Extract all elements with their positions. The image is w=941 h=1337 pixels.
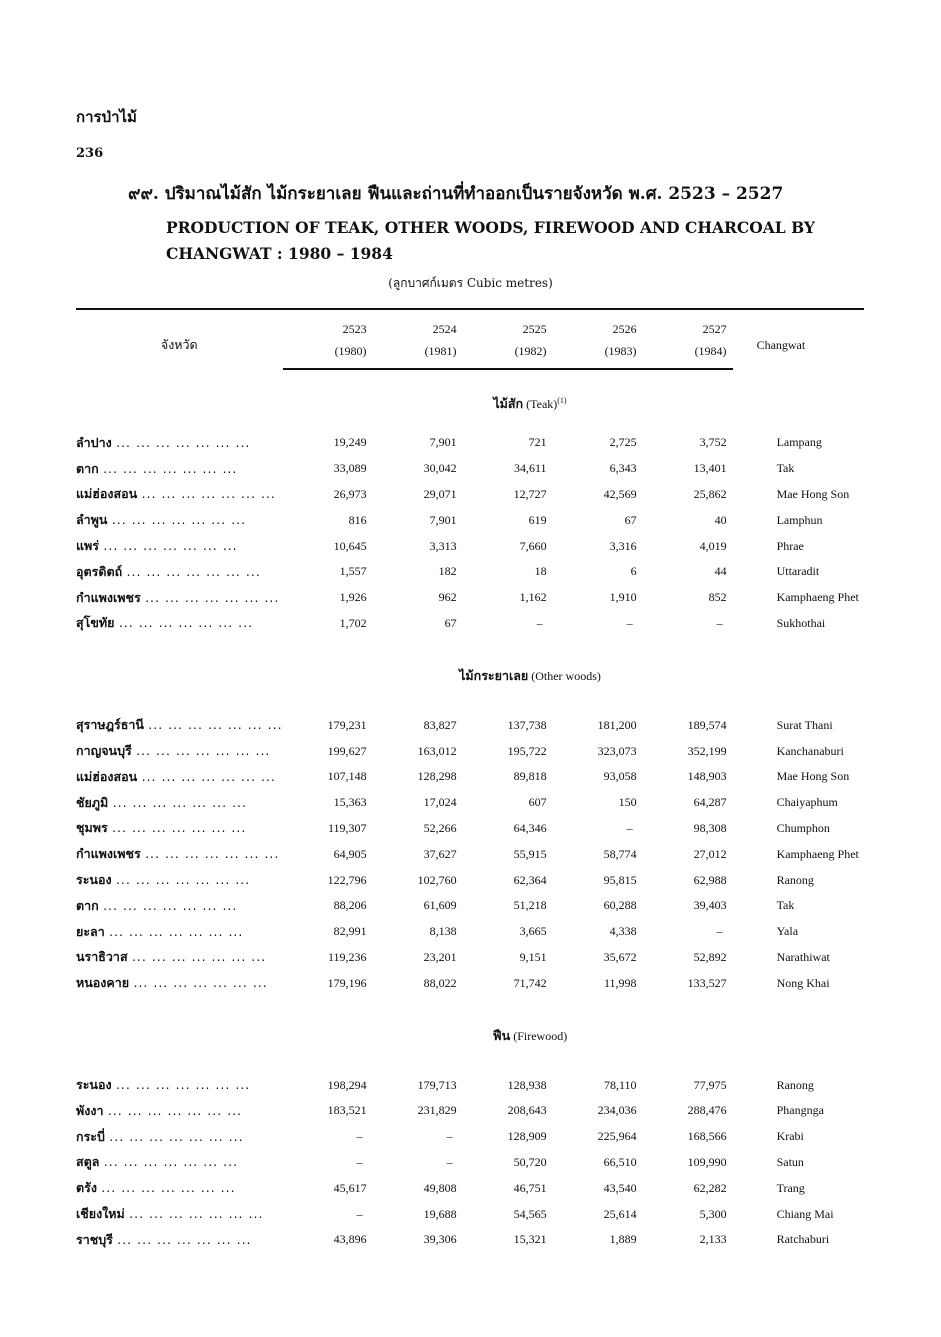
value-cell: 119,307 <box>328 820 367 835</box>
province-name: กระบี่ <box>76 1128 105 1144</box>
table-row <box>76 1227 864 1253</box>
dot-leader: ... ... ... ... ... ... ... <box>115 872 251 888</box>
province-thai <box>76 738 283 764</box>
changwat-name: Chaiyaphum <box>776 795 838 810</box>
changwat-name: Kamphaeng Phet <box>776 846 859 861</box>
province-thai <box>76 970 283 996</box>
dot-leader: ... ... ... ... ... ... ... <box>141 768 276 784</box>
value-cell: 64,905 <box>333 846 367 861</box>
province-name: กำแพงเพชร <box>76 846 141 862</box>
province-name: หนองคาย <box>76 975 130 991</box>
value-cell: 6,343 <box>609 461 637 476</box>
province-thai <box>76 945 283 971</box>
province-thai <box>76 867 283 893</box>
dot-leader: ... ... ... ... ... ... ... <box>115 1077 251 1093</box>
province-name: สุโขทัย <box>76 615 115 631</box>
dot-leader: ... ... ... ... ... ... ... <box>117 1231 252 1247</box>
section-heading <box>76 636 864 712</box>
value-cell: 7,901 <box>429 512 457 527</box>
province-thai <box>76 559 283 585</box>
dot-leader: ... ... ... ... ... ... ... <box>129 1206 264 1222</box>
value-cell: 93,058 <box>603 769 637 784</box>
value-cell: 15,321 <box>513 1232 547 1247</box>
table-row <box>76 919 864 945</box>
value-cell: 816 <box>348 512 367 527</box>
value-cell: 1,162 <box>519 590 547 605</box>
value-cell: 62,364 <box>513 872 547 887</box>
value-cell: 54,565 <box>513 1206 547 1221</box>
changwat-name: Phrae <box>776 538 804 553</box>
dot-leader: ... ... ... ... ... ... ... <box>103 1154 239 1170</box>
province-name: ชัยภูมิ <box>76 794 109 810</box>
province-name: กำแพงเพชร <box>76 589 141 605</box>
value-cell: 1,557 <box>339 564 367 579</box>
province-name: แม่ฮ่องสอน <box>76 768 138 784</box>
value-cell: 17,024 <box>423 795 457 810</box>
province-thai <box>76 1072 283 1098</box>
value-cell: 51,218 <box>513 898 547 913</box>
province-thai <box>76 1098 283 1124</box>
table-row <box>76 1175 864 1201</box>
title-english: PRODUCTION OF TEAK, OTHER WOODS, FIREWOOD AND CHARCOAL BY CHANGWAT : 1980 – 1984 <box>166 218 815 263</box>
dot-leader: ... ... ... ... ... ... ... <box>107 1102 243 1118</box>
value-cell: 23,201 <box>423 949 457 964</box>
header-year-ce: (1980) <box>283 338 373 369</box>
province-thai <box>76 507 283 533</box>
value-cell: 71,742 <box>513 975 547 990</box>
province-thai <box>76 533 283 559</box>
value-cell: – <box>626 820 633 835</box>
province-thai <box>76 1175 283 1201</box>
province-name: ตาก <box>76 897 99 913</box>
section-title-english: (Firewood) <box>513 1029 568 1044</box>
table-row <box>76 790 864 816</box>
table-row <box>76 611 864 637</box>
value-cell: 2,133 <box>699 1232 727 1247</box>
value-cell: 50,720 <box>513 1154 547 1169</box>
province-thai <box>76 841 283 867</box>
changwat-name: Ratchaburi <box>776 1232 830 1247</box>
value-cell: 4,019 <box>699 538 727 553</box>
header-year-ce: (1983) <box>553 338 643 369</box>
value-cell: 27,012 <box>693 846 727 861</box>
value-cell: 88,206 <box>333 898 367 913</box>
value-cell: 64,287 <box>693 795 727 810</box>
dot-leader: ... ... ... ... ... ... ... <box>145 589 280 605</box>
table-row <box>76 1072 864 1098</box>
province-thai <box>76 816 283 842</box>
province-name: นราธิวาส <box>76 949 128 965</box>
province-thai <box>76 430 283 456</box>
value-cell: 102,760 <box>417 872 457 887</box>
value-cell: 35,672 <box>603 949 637 964</box>
dot-leader: ... ... ... ... ... ... ... <box>116 434 251 450</box>
value-cell: 6 <box>630 564 637 579</box>
value-cell: 323,073 <box>597 743 637 758</box>
table-row <box>76 945 864 971</box>
value-cell: – <box>446 1154 453 1169</box>
value-cell: 40 <box>714 512 727 527</box>
value-cell: 225,964 <box>597 1129 637 1144</box>
value-cell: 163,012 <box>417 743 457 758</box>
dot-leader: ... ... ... ... ... ... ... <box>148 717 283 733</box>
value-cell: 44 <box>714 564 727 579</box>
province-thai <box>76 1150 283 1176</box>
province-thai <box>76 1124 283 1150</box>
value-cell: 64,346 <box>513 820 547 835</box>
province-thai <box>76 611 283 637</box>
value-cell: 107,148 <box>327 769 367 784</box>
dot-leader: ... ... ... ... ... ... ... <box>112 820 247 836</box>
table-row <box>76 764 864 790</box>
changwat-name: Lampang <box>776 435 822 450</box>
value-cell: 168,566 <box>687 1129 727 1144</box>
value-cell: 1,702 <box>339 615 367 630</box>
value-cell: 19,249 <box>333 435 367 450</box>
table-row <box>76 507 864 533</box>
province-name: แม่ฮ่องสอน <box>76 486 138 502</box>
province-name: ราชบุรี <box>76 1231 113 1247</box>
changwat-name: Satun <box>776 1154 804 1169</box>
table-row <box>76 1098 864 1124</box>
value-cell: 77,975 <box>693 1077 727 1092</box>
section-heading <box>76 369 864 430</box>
value-cell: 1,889 <box>609 1232 637 1247</box>
province-thai <box>76 893 283 919</box>
header-row-years <box>76 309 864 338</box>
province-name: ตาก <box>76 460 99 476</box>
changwat-name: Tak <box>776 898 795 913</box>
value-cell: 55,915 <box>513 846 547 861</box>
unit-label: (ลูกบาศก์เมตร Cubic metres) <box>388 276 553 290</box>
value-cell: 30,042 <box>423 461 457 476</box>
changwat-name: Kanchanaburi <box>776 743 844 758</box>
province-name: ลำพูน <box>76 512 108 528</box>
province-name: สตูล <box>76 1154 100 1170</box>
value-cell: – <box>716 615 723 630</box>
value-cell: 52,892 <box>693 949 727 964</box>
table-row <box>76 816 864 842</box>
table-row <box>76 585 864 611</box>
value-cell: 128,909 <box>507 1129 547 1144</box>
value-cell: 10,645 <box>333 538 367 553</box>
value-cell: 7,660 <box>519 538 547 553</box>
changwat-name: Kamphaeng Phet <box>776 590 859 605</box>
province-thai <box>76 585 283 611</box>
value-cell: 88,022 <box>423 975 457 990</box>
table-row <box>76 430 864 456</box>
table-row <box>76 738 864 764</box>
changwat-name: Surat Thani <box>776 717 833 732</box>
value-cell: 12,727 <box>513 486 547 501</box>
value-cell: 7,901 <box>429 435 457 450</box>
dot-leader: ... ... ... ... ... ... ... <box>103 460 238 476</box>
dot-leader: ... ... ... ... ... ... ... <box>145 846 280 862</box>
province-name: พังงา <box>76 1102 104 1118</box>
value-cell: 9,151 <box>519 949 547 964</box>
value-cell: 3,752 <box>699 435 727 450</box>
changwat-name: Trang <box>776 1180 805 1195</box>
value-cell: 198,294 <box>327 1077 367 1092</box>
header-year-be: 2524 <box>373 309 463 338</box>
value-cell: 61,609 <box>423 898 457 913</box>
province-name: กาญจนบุรี <box>76 743 132 759</box>
changwat-name: Narathiwat <box>776 949 830 964</box>
table-row <box>76 533 864 559</box>
dot-leader: ... ... ... ... ... ... ... <box>103 897 238 913</box>
changwat-name: Lamphun <box>776 512 823 527</box>
changwat-name: Yala <box>776 924 799 939</box>
value-cell: 231,829 <box>417 1103 457 1118</box>
table-row <box>76 712 864 738</box>
header-year-be: 2526 <box>553 309 643 338</box>
value-cell: 98,308 <box>693 820 727 835</box>
value-cell: 52,266 <box>423 820 457 835</box>
value-cell: 179,231 <box>327 717 367 732</box>
value-cell: 4,338 <box>609 924 637 939</box>
dot-leader: ... ... ... ... ... ... ... <box>126 563 261 579</box>
dot-leader: ... ... ... ... ... ... ... <box>109 923 244 939</box>
value-cell: 67 <box>444 615 457 630</box>
section-label: การป่าไม้ <box>76 108 137 126</box>
value-cell: 67 <box>624 512 637 527</box>
value-cell: 8,138 <box>429 924 457 939</box>
changwat-name: Ranong <box>776 1077 814 1092</box>
dot-leader: ... ... ... ... ... ... ... <box>136 743 271 759</box>
value-cell: 962 <box>438 590 457 605</box>
table-row <box>76 559 864 585</box>
dot-leader: ... ... ... ... ... ... ... <box>141 486 276 502</box>
section-title-thai: ไม้กระยาเลย <box>459 668 529 684</box>
value-cell: 58,774 <box>603 846 637 861</box>
table-row <box>76 482 864 508</box>
value-cell: 5,300 <box>699 1206 727 1221</box>
table-row <box>76 867 864 893</box>
dot-leader: ... ... ... ... ... ... ... <box>112 794 247 810</box>
section-heading-row <box>76 369 864 430</box>
value-cell: 95,815 <box>603 872 637 887</box>
value-cell: 181,200 <box>597 717 637 732</box>
value-cell: 119,236 <box>328 949 367 964</box>
header-year-be: 2523 <box>283 309 373 338</box>
value-cell: 1,910 <box>609 590 637 605</box>
value-cell: 66,510 <box>603 1154 637 1169</box>
value-cell: 288,476 <box>687 1103 727 1118</box>
value-cell: 82,991 <box>333 924 367 939</box>
province-name: ตรัง <box>76 1180 97 1196</box>
dot-leader: ... ... ... ... ... ... ... <box>133 975 268 991</box>
value-cell: 133,527 <box>687 975 727 990</box>
value-cell: – <box>356 1206 363 1221</box>
value-cell: – <box>626 615 633 630</box>
title-block <box>128 180 848 267</box>
value-cell: 607 <box>528 795 547 810</box>
value-cell: 128,938 <box>507 1077 547 1092</box>
value-cell: 46,751 <box>513 1180 547 1195</box>
value-cell: 18 <box>534 564 547 579</box>
section-heading-row <box>76 636 864 712</box>
changwat-name: Tak <box>776 461 795 476</box>
province-thai <box>76 919 283 945</box>
province-name: ยะลา <box>76 923 105 939</box>
value-cell: 721 <box>528 435 547 450</box>
dot-leader: ... ... ... ... ... ... ... <box>109 1128 244 1144</box>
value-cell: 26,973 <box>333 486 367 501</box>
value-cell: 39,306 <box>423 1232 457 1247</box>
table-row <box>76 1201 864 1227</box>
province-name: ชุมพร <box>76 820 108 836</box>
changwat-name: Mae Hong Son <box>776 769 850 784</box>
value-cell: 122,796 <box>327 872 367 887</box>
table-row <box>76 1124 864 1150</box>
value-cell: 179,713 <box>417 1077 457 1092</box>
value-cell: 45,617 <box>333 1180 367 1195</box>
table-row <box>76 970 864 996</box>
value-cell: – <box>716 924 723 939</box>
value-cell: 234,036 <box>597 1103 637 1118</box>
province-name: ระนอง <box>76 1077 112 1093</box>
header-province: จังหวัด <box>76 309 283 369</box>
value-cell: 34,611 <box>514 461 547 476</box>
value-cell: 42,569 <box>603 486 637 501</box>
value-cell: 25,614 <box>603 1206 637 1221</box>
value-cell: 179,196 <box>327 975 367 990</box>
value-cell: 208,643 <box>507 1103 547 1118</box>
value-cell: 83,827 <box>423 717 457 732</box>
dot-leader: ... ... ... ... ... ... ... <box>111 512 247 528</box>
province-name: แพร่ <box>76 538 100 554</box>
table-row <box>76 893 864 919</box>
value-cell: 137,738 <box>507 717 547 732</box>
section-title-thai: ฟืน <box>492 1028 511 1044</box>
header-year-ce: (1981) <box>373 338 463 369</box>
province-name: เชียงใหม่ <box>76 1206 125 1222</box>
section-title-thai: ไม้สัก <box>493 396 524 411</box>
value-cell: – <box>446 1129 453 1144</box>
changwat-name: Sukhothai <box>776 615 826 630</box>
province-name: ลำปาง <box>76 434 112 450</box>
changwat-name: Mae Hong Son <box>776 486 850 501</box>
value-cell: 852 <box>708 590 727 605</box>
value-cell: 109,990 <box>687 1154 727 1169</box>
value-cell: 33,089 <box>333 461 367 476</box>
value-cell: 15,363 <box>333 795 367 810</box>
value-cell: 128,298 <box>417 769 457 784</box>
changwat-name: Chumphon <box>776 820 830 835</box>
value-cell: 39,403 <box>693 898 727 913</box>
province-name: สุราษฎร์ธานี <box>76 717 144 733</box>
value-cell: 19,688 <box>423 1206 457 1221</box>
dot-leader: ... ... ... ... ... ... ... <box>103 538 238 554</box>
value-cell: – <box>356 1154 363 1169</box>
value-cell: 2,725 <box>609 435 637 450</box>
header-year-be: 2527 <box>643 309 733 338</box>
changwat-name: Uttaradit <box>776 564 820 579</box>
value-cell: 183,521 <box>327 1103 367 1118</box>
changwat-name: Phangnga <box>776 1103 824 1118</box>
province-thai <box>76 790 283 816</box>
value-cell: 1,926 <box>339 590 367 605</box>
value-cell: 62,988 <box>693 872 727 887</box>
header-changwat: Changwat <box>733 309 864 369</box>
section-title-english: (Other woods) <box>531 669 601 684</box>
value-cell: 182 <box>438 564 457 579</box>
province-thai <box>76 482 283 508</box>
value-cell: 29,071 <box>423 486 457 501</box>
value-cell: 150 <box>618 795 637 810</box>
province-name: ระนอง <box>76 872 112 888</box>
section-heading-row <box>76 996 864 1072</box>
value-cell: 3,665 <box>519 924 547 939</box>
value-cell: 49,808 <box>423 1180 457 1195</box>
section-title-english: (Teak) <box>526 397 558 411</box>
header-year-be: 2525 <box>463 309 553 338</box>
changwat-name: Nong Khai <box>776 975 830 990</box>
province-thai <box>76 1227 283 1253</box>
province-thai <box>76 712 283 738</box>
table-body <box>76 369 864 1253</box>
value-cell: 3,313 <box>429 538 457 553</box>
province-thai <box>76 456 283 482</box>
changwat-name: Ranong <box>776 872 814 887</box>
value-cell: 619 <box>528 512 547 527</box>
value-cell: 195,722 <box>507 743 547 758</box>
table-row <box>76 841 864 867</box>
value-cell: 3,316 <box>609 538 637 553</box>
value-cell: 189,574 <box>687 717 727 732</box>
dot-leader: ... ... ... ... ... ... ... <box>131 949 267 965</box>
value-cell: 43,540 <box>603 1180 637 1195</box>
value-cell: 352,199 <box>687 743 727 758</box>
title-thai: ๙๙. ปริมาณไม้สัก ไม้กระยาเลย ฟืนและถ่านที่ทำออกเป็นรายจังหวัด พ.ศ. 2523 – 2527 <box>128 184 784 204</box>
province-thai <box>76 764 283 790</box>
dot-leader: ... ... ... ... ... ... ... <box>101 1180 236 1196</box>
province-thai <box>76 1201 283 1227</box>
footnote-marker: (1) <box>557 396 567 405</box>
page-number: 236 <box>76 146 104 161</box>
table-row <box>76 1150 864 1176</box>
value-cell: 62,282 <box>693 1180 727 1195</box>
value-cell: 37,627 <box>423 846 457 861</box>
section-heading <box>76 996 864 1072</box>
value-cell: 148,903 <box>687 769 727 784</box>
value-cell: 89,818 <box>513 769 547 784</box>
value-cell: – <box>536 615 543 630</box>
header-year-ce: (1984) <box>643 338 733 369</box>
production-table <box>76 308 864 1253</box>
value-cell: 25,862 <box>693 486 727 501</box>
value-cell: 60,288 <box>603 898 637 913</box>
value-cell: 78,110 <box>604 1077 637 1092</box>
dot-leader: ... ... ... ... ... ... ... <box>118 615 254 631</box>
province-name: อุตรดิตถ์ <box>76 563 123 579</box>
value-cell: 13,401 <box>693 461 727 476</box>
header-year-ce: (1982) <box>463 338 553 369</box>
value-cell: 199,627 <box>327 743 367 758</box>
table-row <box>76 456 864 482</box>
changwat-name: Chiang Mai <box>776 1206 834 1221</box>
value-cell: 43,896 <box>333 1232 367 1247</box>
value-cell: 11,998 <box>604 975 637 990</box>
value-cell: – <box>356 1129 363 1144</box>
changwat-name: Krabi <box>776 1129 804 1144</box>
